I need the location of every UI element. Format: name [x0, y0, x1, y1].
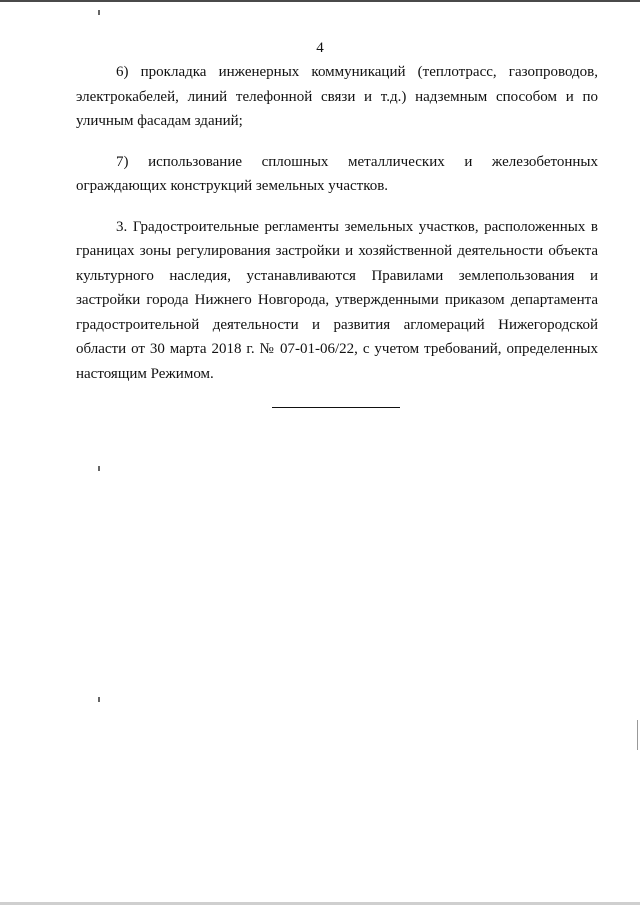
scan-top-edge [0, 0, 640, 2]
scan-mark [637, 720, 638, 750]
section-3-paragraph: 3. Градостроительные регламенты земельных участков, расположенных в границах зоны регулирования застройки и хозяйственной деятельности объекта культурного наследия, устанавливаются Правилами землепользования и застройки города Нижнего Новгорода, утвержденными приказом департамента градостроительной деятельности и развития агломераций Нижегородской области от 30 марта 2018 г. № 07-01-06/22, с учетом требований, определенных настоящим Режимом. [76, 218, 598, 382]
scan-mark [98, 10, 100, 15]
list-item-6: 6) прокладка инженерных коммуникаций (теплотрасс, газопроводов, электрокабелей, линий телефонной связи и т.д.) надземным способом и по уличным фасадам зданий; [76, 64, 598, 129]
scan-mark [98, 466, 100, 471]
scan-mark [98, 697, 100, 702]
page-number: 4 [316, 40, 324, 56]
end-divider-line [272, 407, 400, 408]
document-body [76, 60, 598, 386]
list-item-7: 7) использование сплошных металлических и железобетонных ограждающих конструкций земельных участков. [76, 153, 598, 194]
